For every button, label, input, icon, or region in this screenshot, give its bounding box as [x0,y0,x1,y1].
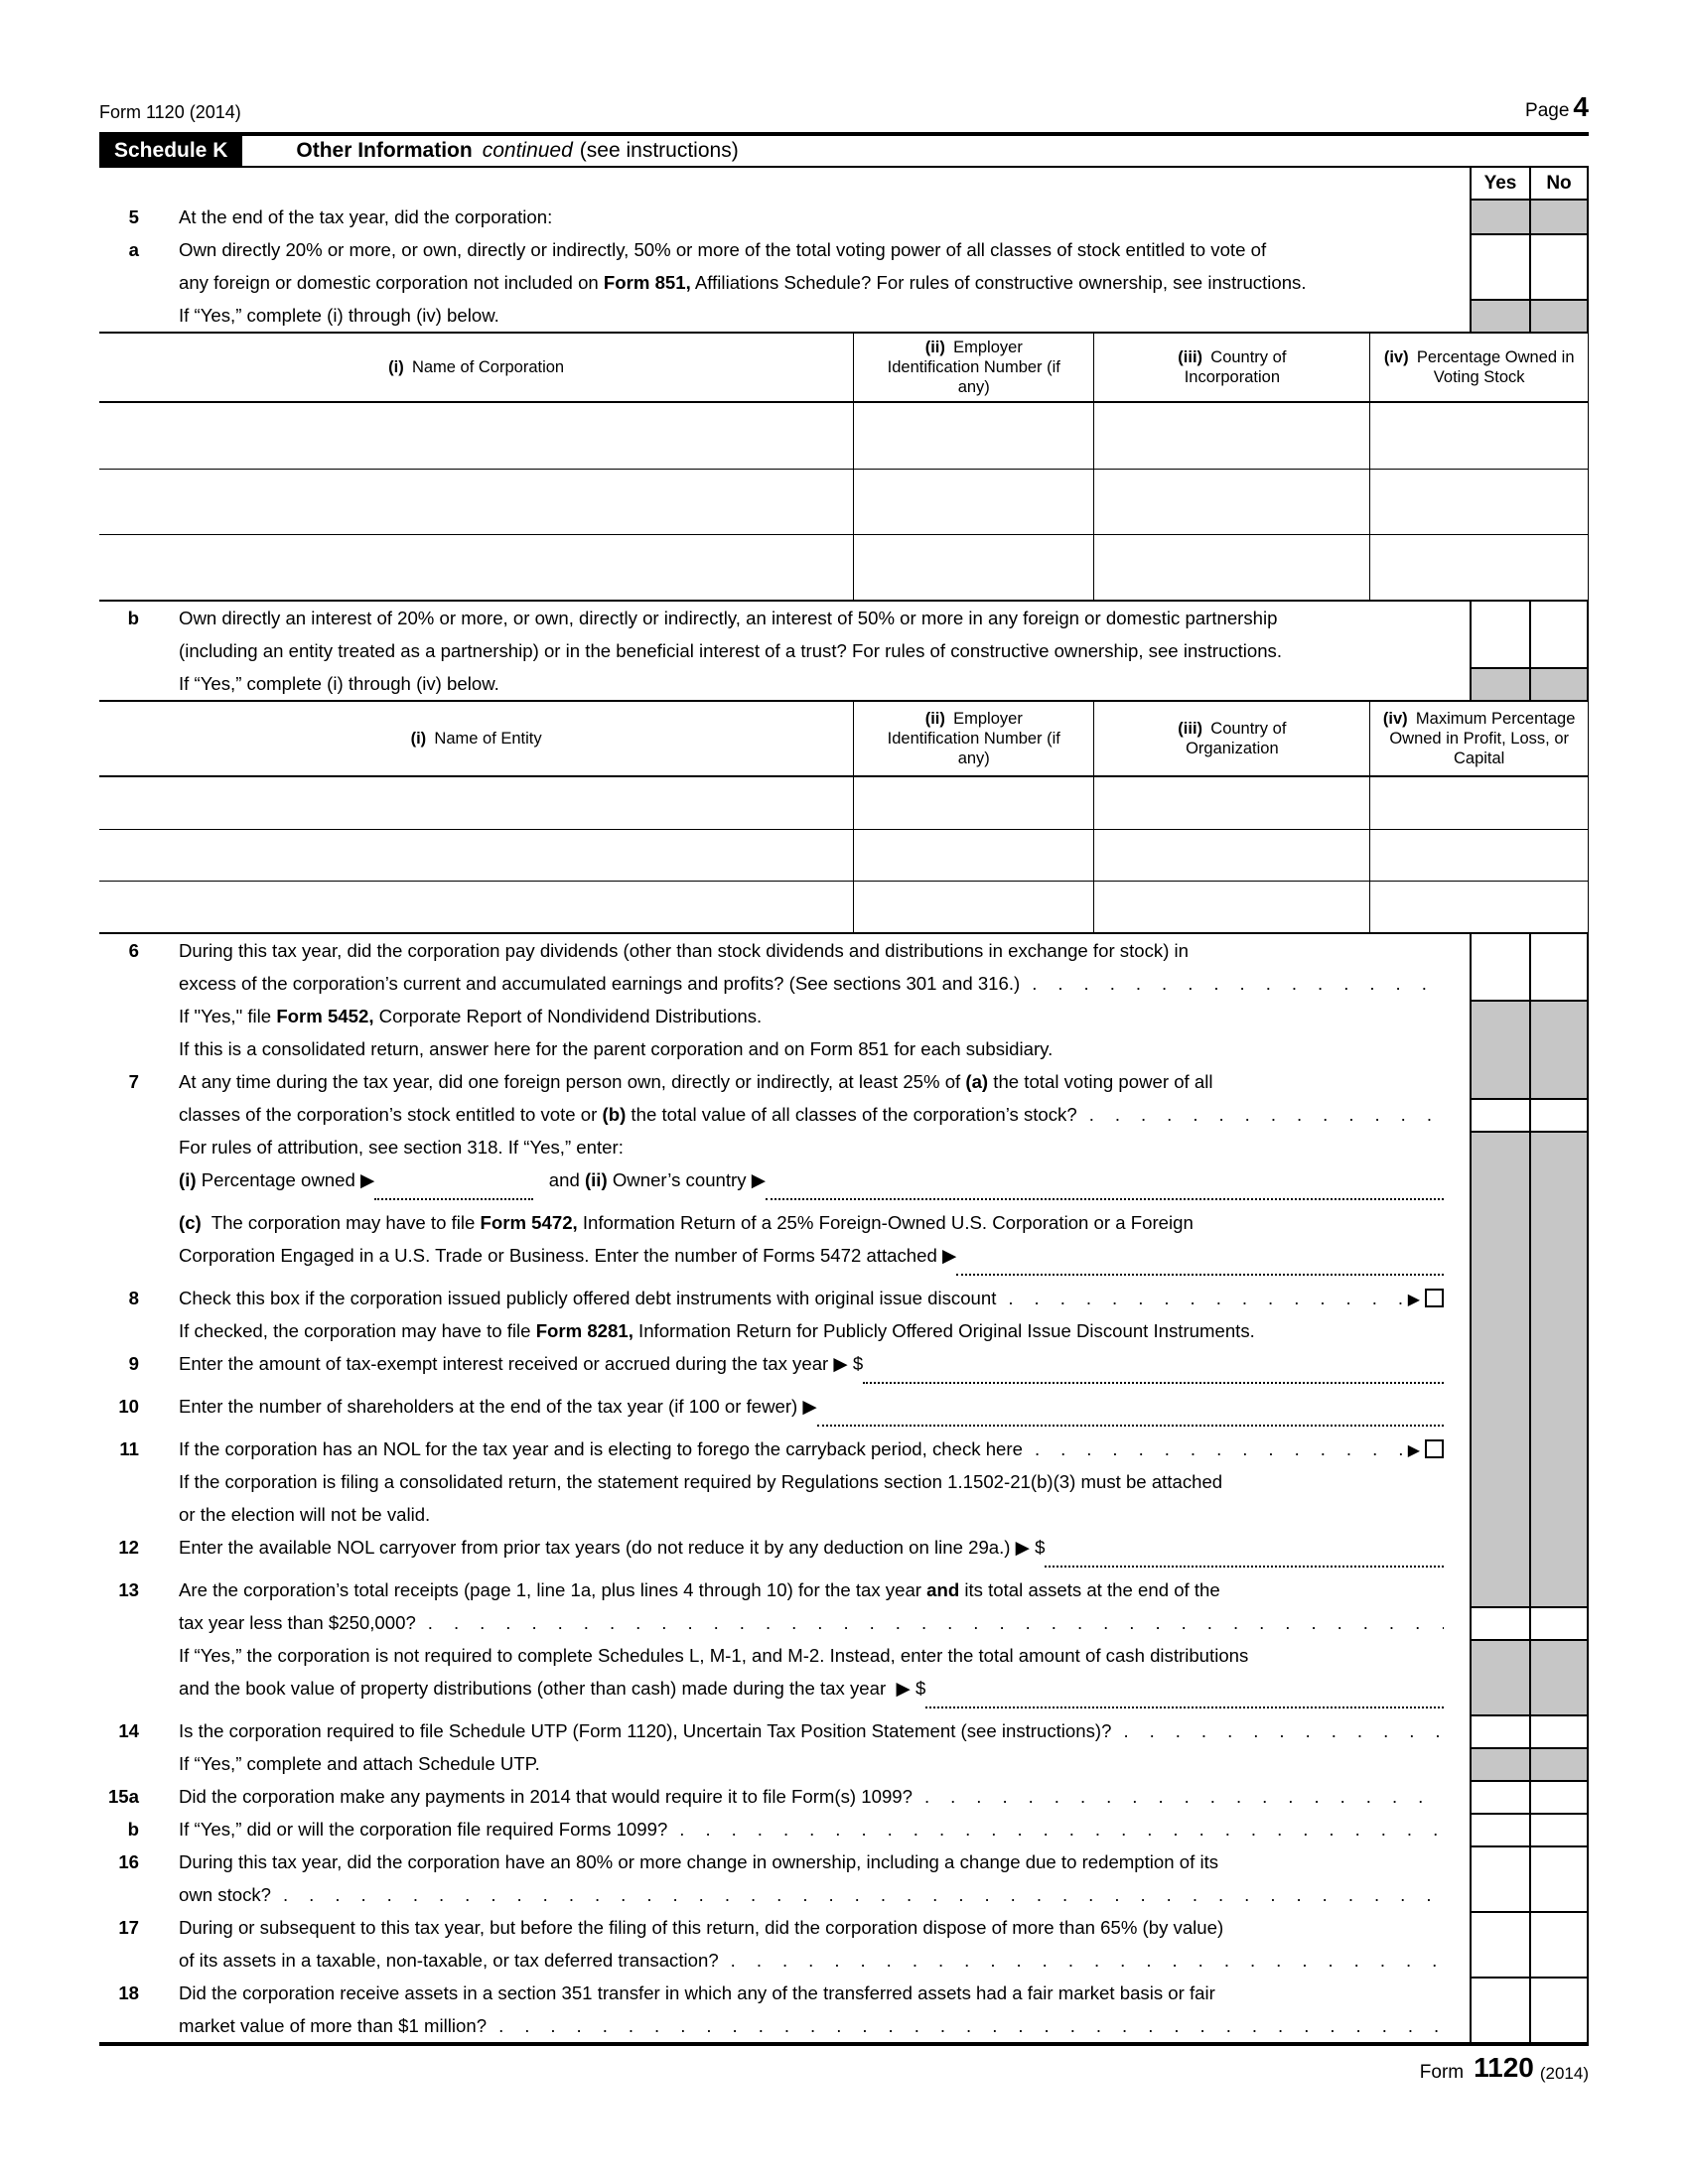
item-number: 16 [118,1851,139,1872]
text-segment: Check this box if the corporation issued publicly offered debt instruments with original issue discount [179,1288,997,1308]
question-line [99,201,1444,233]
item-number: 12 [118,1537,139,1558]
dot-leader [271,1878,1444,1911]
text-segment: Corporate Report of Nondividend Distributions. [373,1006,763,1026]
table-column-header [1093,334,1369,401]
question-text [99,1000,1470,1065]
yes-cell-shaded [1470,667,1529,700]
yes-answer-cell[interactable] [1470,1911,1529,1977]
table-input-cell[interactable] [853,830,1093,881]
text-segment: the total voting power of all [988,1071,1213,1092]
table-column-header [853,334,1093,401]
dot-leader [1077,1098,1444,1131]
table-column-header-text [886,709,1062,768]
checkbox[interactable] [1425,1439,1444,1458]
schedule-title-continued: continued [482,139,573,162]
entry-line[interactable] [956,1272,1444,1276]
text-segment: Percentage owned ▶ [196,1169,375,1190]
text-segment: During or subsequent to this tax year, but before the filing of this return, did the corporation dispose of more than 65% (by value) [179,1917,1224,1938]
dot-leader [1023,1433,1404,1465]
question-line [99,1845,1444,1878]
column-index-label: (ii) [924,710,945,728]
question-line [99,1206,1444,1239]
yes-answer-cell[interactable] [1470,1780,1529,1813]
text-segment: Form 5472, [480,1212,578,1233]
question-text [99,934,1470,1000]
no-answer-cell[interactable] [1529,1911,1589,1977]
no-answer-cell[interactable] [1529,233,1589,299]
entry-line[interactable] [863,1380,1444,1384]
question-row [99,299,1589,332]
question-line [99,1911,1444,1944]
table-input-cell[interactable] [1369,777,1588,829]
question-line [99,1465,1444,1498]
text-segment: If checked, the corporation may have to file [179,1320,536,1341]
table-input-cell[interactable] [99,535,853,600]
table-input-cell[interactable] [1369,535,1588,600]
no-answer-cell[interactable] [1529,1780,1589,1813]
question-line [99,1878,1444,1911]
text-segment: Form 851, [603,272,691,293]
table-input-cell[interactable] [1093,470,1369,534]
yes-answer-cell[interactable] [1470,1606,1529,1639]
page-indicator [1525,91,1589,123]
text-segment: If this is a consolidated return, answer here for the parent corporation and on Form 851 for each subsidiary. [179,1038,1054,1059]
yes-cell-shaded [1470,1000,1529,1065]
question-line [99,1032,1444,1065]
table-input-cell[interactable] [853,535,1093,600]
table-input-cell[interactable] [99,470,853,534]
table-column-header-text [1380,709,1579,768]
column-index-label: (iv) [1383,348,1409,366]
question-row [99,667,1589,700]
table-column-header [1369,702,1588,775]
text-segment: Form 8281, [535,1320,633,1341]
text-segment: (c) [179,1212,202,1233]
page-number: 4 [1573,91,1589,122]
column-title: Country of Incorporation [1184,348,1287,386]
table-row [99,534,1588,600]
checkbox[interactable] [1425,1289,1444,1307]
question-text [99,1813,1470,1845]
question-line [99,1714,1444,1747]
no-answer-cell[interactable] [1529,1813,1589,1845]
table-row [99,469,1588,534]
question-line [99,2009,1444,2042]
question-line [99,967,1444,1000]
question-text [99,1606,1470,1639]
column-title: Name of Corporation [403,358,565,376]
no-cell-shaded [1529,1747,1589,1780]
text-segment: Did the corporation make any payments in 2014 that would require it to file Form(s) 1099? [179,1786,913,1807]
table-column-header-text [388,357,564,377]
question-line [99,1573,1444,1606]
table-input-cell[interactable] [1093,777,1369,829]
column-title: Country of Organization [1186,720,1287,757]
schedule-title-text: Other Information [296,139,473,162]
question-line [99,1944,1444,1977]
table-input-cell[interactable] [1369,403,1588,469]
column-index-label: (iii) [1178,348,1203,366]
table-input-cell[interactable] [99,830,853,881]
item-number: 13 [118,1579,139,1600]
item-number: 5 [128,206,139,227]
question-line [99,1639,1444,1672]
text-segment: Owner’s country ▶ [607,1169,766,1190]
question-line [99,1131,1444,1163]
arrow-icon: ▶ [1407,1442,1420,1459]
no-cell-shaded [1529,201,1589,233]
question-text [99,1639,1470,1714]
text-segment: During this tax year, did the corporation have an 80% or more change in ownership, including a change due to redemption of its [179,1851,1219,1872]
text-segment: At the end of the tax year, did the corporation: [179,206,553,227]
yes-answer-cell[interactable] [1470,233,1529,299]
text-segment: (including an entity treated as a partnership) or in the beneficial interest of a trust? For rules of constructive ownership, see instructions. [179,640,1283,661]
question-line [99,634,1444,667]
item-number: 8 [128,1288,139,1308]
question-row [99,201,1589,233]
item-number: 17 [118,1917,139,1938]
dot-leader [913,1780,1444,1813]
question-line [99,1977,1444,2009]
form-reference: Form 1120 (2014) [99,102,241,122]
question-row [99,1065,1589,1098]
yes-cell-shaded [1470,1131,1529,1606]
yes-cell-shaded [1470,201,1529,233]
schedule-title-note: (see instructions) [579,139,739,162]
text-segment: market value of more than $1 million? [179,2015,488,2036]
table-input-cell[interactable] [1093,882,1369,932]
question-row [99,1747,1589,1780]
item-number: b [127,608,139,628]
item-number: 6 [128,940,139,961]
text-segment: its total assets at the end of the [959,1579,1220,1600]
no-cell-shaded [1529,1000,1589,1065]
schedule-k-bar [99,132,1589,168]
item-number: b [127,1819,139,1840]
table-input-cell[interactable] [853,777,1093,829]
question-text [99,201,1470,233]
table-input-cell[interactable] [1369,470,1588,534]
item-number: 15a [107,1786,139,1807]
text-segment: and the book value of property distributions (other than cash) made during the tax year ▶ $ [179,1678,926,1699]
table-input-cell[interactable] [99,403,853,469]
page-header [99,91,1589,123]
column-index-label: (i) [410,730,427,748]
table-column-header [853,702,1093,775]
question-text [99,1977,1470,2042]
item-number: 10 [118,1396,139,1417]
yes-cell-shaded [1470,299,1529,332]
question-line [99,1672,1444,1714]
column-title: Name of Entity [426,730,542,748]
text-segment: If “Yes,” complete (i) through (iv) below. [179,673,499,694]
table-column-header-text [1380,347,1579,387]
question-row [99,1606,1589,1639]
text-segment: Form 5452, [276,1006,374,1026]
question-line [99,1606,1444,1639]
text-segment: excess of the corporation’s current and accumulated earnings and profits? (See sections 301 and 316.) [179,973,1021,994]
question-line [99,1498,1444,1531]
dot-leader [416,1606,1444,1639]
question-text [99,667,1470,700]
question-line [99,1239,1444,1282]
text-segment: During this tax year, did the corporation pay dividends (other than stock dividends and distributions in exchange for stock) in [179,940,1190,961]
question-text [99,1714,1470,1747]
table-column-header [1093,702,1369,775]
table-column-header [99,334,853,401]
table-column-header-text [1158,347,1307,387]
table-input-cell[interactable] [99,777,853,829]
yes-no-header-spacer [99,168,1470,201]
question-row [99,1098,1589,1131]
no-cell-shaded [1529,1131,1589,1606]
question-row [99,1780,1589,1813]
question-line [99,1000,1444,1032]
footer-form-number: 1120 [1474,2052,1534,2083]
table-input-cell[interactable] [1369,830,1588,881]
question-line [99,1282,1444,1314]
column-title: Maximum Percentage Owned in Profit, Loss, or Capital [1389,710,1576,767]
column-title: Employer Identification Number (if any) [887,710,1060,767]
item-number: 9 [128,1353,139,1374]
question-text [99,1131,1470,1606]
question-row [99,934,1589,1000]
table-column-header-text [886,338,1062,397]
footer-form-word: Form [1419,2062,1465,2083]
table-input-cell[interactable] [853,403,1093,469]
question-line [99,299,1444,332]
column-index-label: (i) [388,358,404,376]
text-segment: (i) [179,1169,197,1190]
question-line [99,667,1444,700]
table-header-row [99,702,1588,777]
table-input-cell[interactable] [99,882,853,932]
no-answer-cell[interactable] [1529,1714,1589,1747]
question-row [99,1131,1589,1606]
yes-cell-shaded [1470,1639,1529,1714]
yes-answer-cell[interactable] [1470,1813,1529,1845]
text-segment: If “Yes,” the corporation is not required to complete Schedules L, M-1, and M-2. Instead, enter the total amount of cash distributions [179,1645,1249,1666]
text-segment: Did the corporation receive assets in a section 351 transfer in which any of the transferred assets had a fair market basis or fair [179,1982,1215,2003]
no-answer-cell[interactable] [1529,1845,1589,1911]
question-line [99,1347,1444,1390]
no-answer-cell[interactable] [1529,1977,1589,2042]
text-segment: (b) [602,1104,627,1125]
text-segment: (ii) [584,1169,608,1190]
text-segment: For rules of attribution, see section 318. If “Yes,” enter: [179,1137,624,1158]
column-title: Percentage Owned in Voting Stock [1408,348,1575,386]
question-text [99,299,1470,332]
text-segment: classes of the corporation’s stock entitled to vote or [179,1104,603,1125]
yes-answer-cell[interactable] [1470,934,1529,1000]
yes-answer-cell[interactable] [1470,1098,1529,1131]
table-column-header-text [1158,719,1307,758]
item-number: 14 [118,1720,139,1741]
ownership-table-tableA [99,332,1589,602]
yes-answer-cell[interactable] [1470,1977,1529,2042]
question-row [99,1714,1589,1747]
question-line [99,266,1444,299]
no-answer-cell[interactable] [1529,1606,1589,1639]
entry-line[interactable] [1045,1564,1444,1568]
table-input-cell[interactable] [853,470,1093,534]
question-line [99,1065,1444,1098]
yes-cell-shaded [1470,1747,1529,1780]
table-column-header [1369,334,1588,401]
dot-leader [996,1282,1403,1314]
text-segment: The corporation may have to file [201,1212,481,1233]
text-segment: of its assets in a taxable, non-taxable, or tax deferred transaction? [179,1950,719,1971]
no-cell-shaded [1529,299,1589,332]
text-segment: Enter the number of shareholders at the end of the tax year (if 100 or fewer) ▶ [179,1396,817,1417]
text-segment: Information Return for Publicly Offered Original Issue Discount Instruments. [633,1320,1255,1341]
question-row [99,1911,1589,1977]
dot-leader [719,1944,1444,1977]
text-segment: Enter the available NOL carryover from prior tax years (do not reduce it by any deduction on line 29a.) ▶ $ [179,1537,1046,1558]
item-number: 18 [118,1982,139,2003]
question-row [99,233,1589,299]
no-cell-shaded [1529,1639,1589,1714]
table-row [99,403,1588,469]
table-input-cell[interactable] [1093,403,1369,469]
question-line [99,1531,1444,1573]
yes-column-header: Yes [1470,168,1529,201]
column-index-label: (iii) [1178,720,1203,738]
table-input-cell[interactable] [1369,882,1588,932]
question-text [99,1747,1470,1780]
text-segment: Own directly an interest of 20% or more, or own, directly or indirectly, an interest of 50% or more in any foreign or domestic partnership [179,608,1278,628]
question-row [99,1639,1589,1714]
yes-answer-cell[interactable] [1470,1845,1529,1911]
question-line [99,934,1444,967]
table-column-header-text [411,729,542,749]
question-line [99,1098,1444,1131]
question-text [99,1780,1470,1813]
page-word: Page [1525,100,1570,121]
question-row [99,1813,1589,1845]
question-line [99,1780,1444,1813]
question-line [99,1747,1444,1780]
table-input-cell[interactable] [1093,535,1369,600]
no-answer-cell[interactable] [1529,602,1589,667]
question-text [99,1911,1470,1977]
question-row [99,602,1589,667]
dot-leader [667,1813,1444,1845]
entry-line[interactable] [766,1196,1444,1200]
column-title: Employer Identification Number (if any) [887,339,1060,396]
yes-no-header-row [99,168,1589,201]
table-row [99,829,1588,881]
question-line [99,1163,1444,1206]
yes-answer-cell[interactable] [1470,602,1529,667]
question-text [99,1065,1470,1098]
ownership-table-tableB [99,700,1589,934]
text-segment: (a) [965,1071,989,1092]
column-index-label: (ii) [924,339,945,356]
table-input-cell[interactable] [853,882,1093,932]
no-answer-cell[interactable] [1529,934,1589,1000]
table-column-header [99,702,853,775]
text-segment: any foreign or domestic corporation not included on [179,272,604,293]
text-segment: or the election will not be valid. [179,1504,431,1525]
entry-line[interactable] [925,1705,1444,1708]
text-segment: If "Yes," file [179,1006,277,1026]
schedule-k-tab: Schedule K [99,136,242,166]
question-line [99,1390,1444,1433]
text-segment: the total value of all classes of the corporation’s stock? [626,1104,1077,1125]
question-text [99,602,1470,667]
text-segment: Own directly 20% or more, or own, directly or indirectly, 50% or more of the total voting power of all classes of stock entitled to vote of [179,239,1267,260]
entry-line[interactable] [374,1196,533,1200]
question-text [99,1098,1470,1131]
question-text [99,1845,1470,1911]
text-segment: If “Yes,” did or will the corporation file required Forms 1099? [179,1819,668,1840]
table-row [99,777,1588,829]
dot-leader [1111,1714,1444,1747]
question-line [99,1314,1444,1347]
question-text [99,233,1470,299]
text-segment: If the corporation is filing a consolidated return, the statement required by Regulations section 1.1502-21(b)(3) must be attached [179,1471,1223,1492]
schedule-k-body [99,201,1589,2046]
form-page [99,91,1589,2084]
question-line [99,1813,1444,1845]
text-segment: Corporation Engaged in a U.S. Trade or Business. Enter the number of Forms 5472 attached ▶ [179,1245,957,1266]
no-answer-cell[interactable] [1529,1098,1589,1131]
table-row [99,881,1588,932]
text-segment: If “Yes,” complete and attach Schedule UTP. [179,1753,540,1774]
question-row [99,1977,1589,2042]
dot-leader [1020,967,1444,1000]
schedule-k-title [296,136,738,166]
text-segment: If the corporation has an NOL for the tax year and is electing to forego the carryback period, check here [179,1438,1023,1459]
text-segment: tax year less than $250,000? [179,1612,416,1633]
text-segment: At any time during the tax year, did one foreign person own, directly or indirectly, at least 25% of [179,1071,966,1092]
no-column-header: No [1529,168,1589,201]
text-segment: and [926,1579,960,1600]
column-index-label: (iv) [1382,710,1408,728]
dot-leader [487,2009,1444,2042]
footer-form-year: (2014) [1539,2064,1589,2083]
arrow-icon: ▶ [1407,1292,1420,1308]
item-number: 11 [119,1438,139,1459]
table-header-row [99,334,1588,403]
text-segment: Affiliations Schedule? For rules of constructive ownership, see instructions. [690,272,1307,293]
text-segment: Enter the amount of tax-exempt interest received or accrued during the tax year ▶ $ [179,1353,864,1374]
question-row [99,1000,1589,1065]
text-segment: Information Return of a 25% Foreign-Owned U.S. Corporation or a Foreign [577,1212,1194,1233]
question-line [99,1433,1444,1465]
question-row [99,1845,1589,1911]
yes-answer-cell[interactable] [1470,1714,1529,1747]
no-cell-shaded [1529,667,1589,700]
question-line [99,602,1444,634]
text-segment: Is the corporation required to file Schedule UTP (Form 1120), Uncertain Tax Position Statement (see instructions)? [179,1720,1112,1741]
item-number: 7 [128,1071,139,1092]
entry-line[interactable] [817,1423,1444,1427]
item-number: a [128,239,139,260]
text-segment: and [533,1169,585,1190]
no-cell-shaded [1529,1065,1589,1098]
question-line [99,233,1444,266]
text-segment: own stock? [179,1884,272,1905]
text-segment: If “Yes,” complete (i) through (iv) below. [179,305,499,326]
yes-cell-shaded [1470,1065,1529,1098]
text-segment: Are the corporation’s total receipts (page 1, line 1a, plus lines 4 through 10) for the tax year [179,1579,927,1600]
page-footer [99,2052,1589,2084]
table-input-cell[interactable] [1093,830,1369,881]
